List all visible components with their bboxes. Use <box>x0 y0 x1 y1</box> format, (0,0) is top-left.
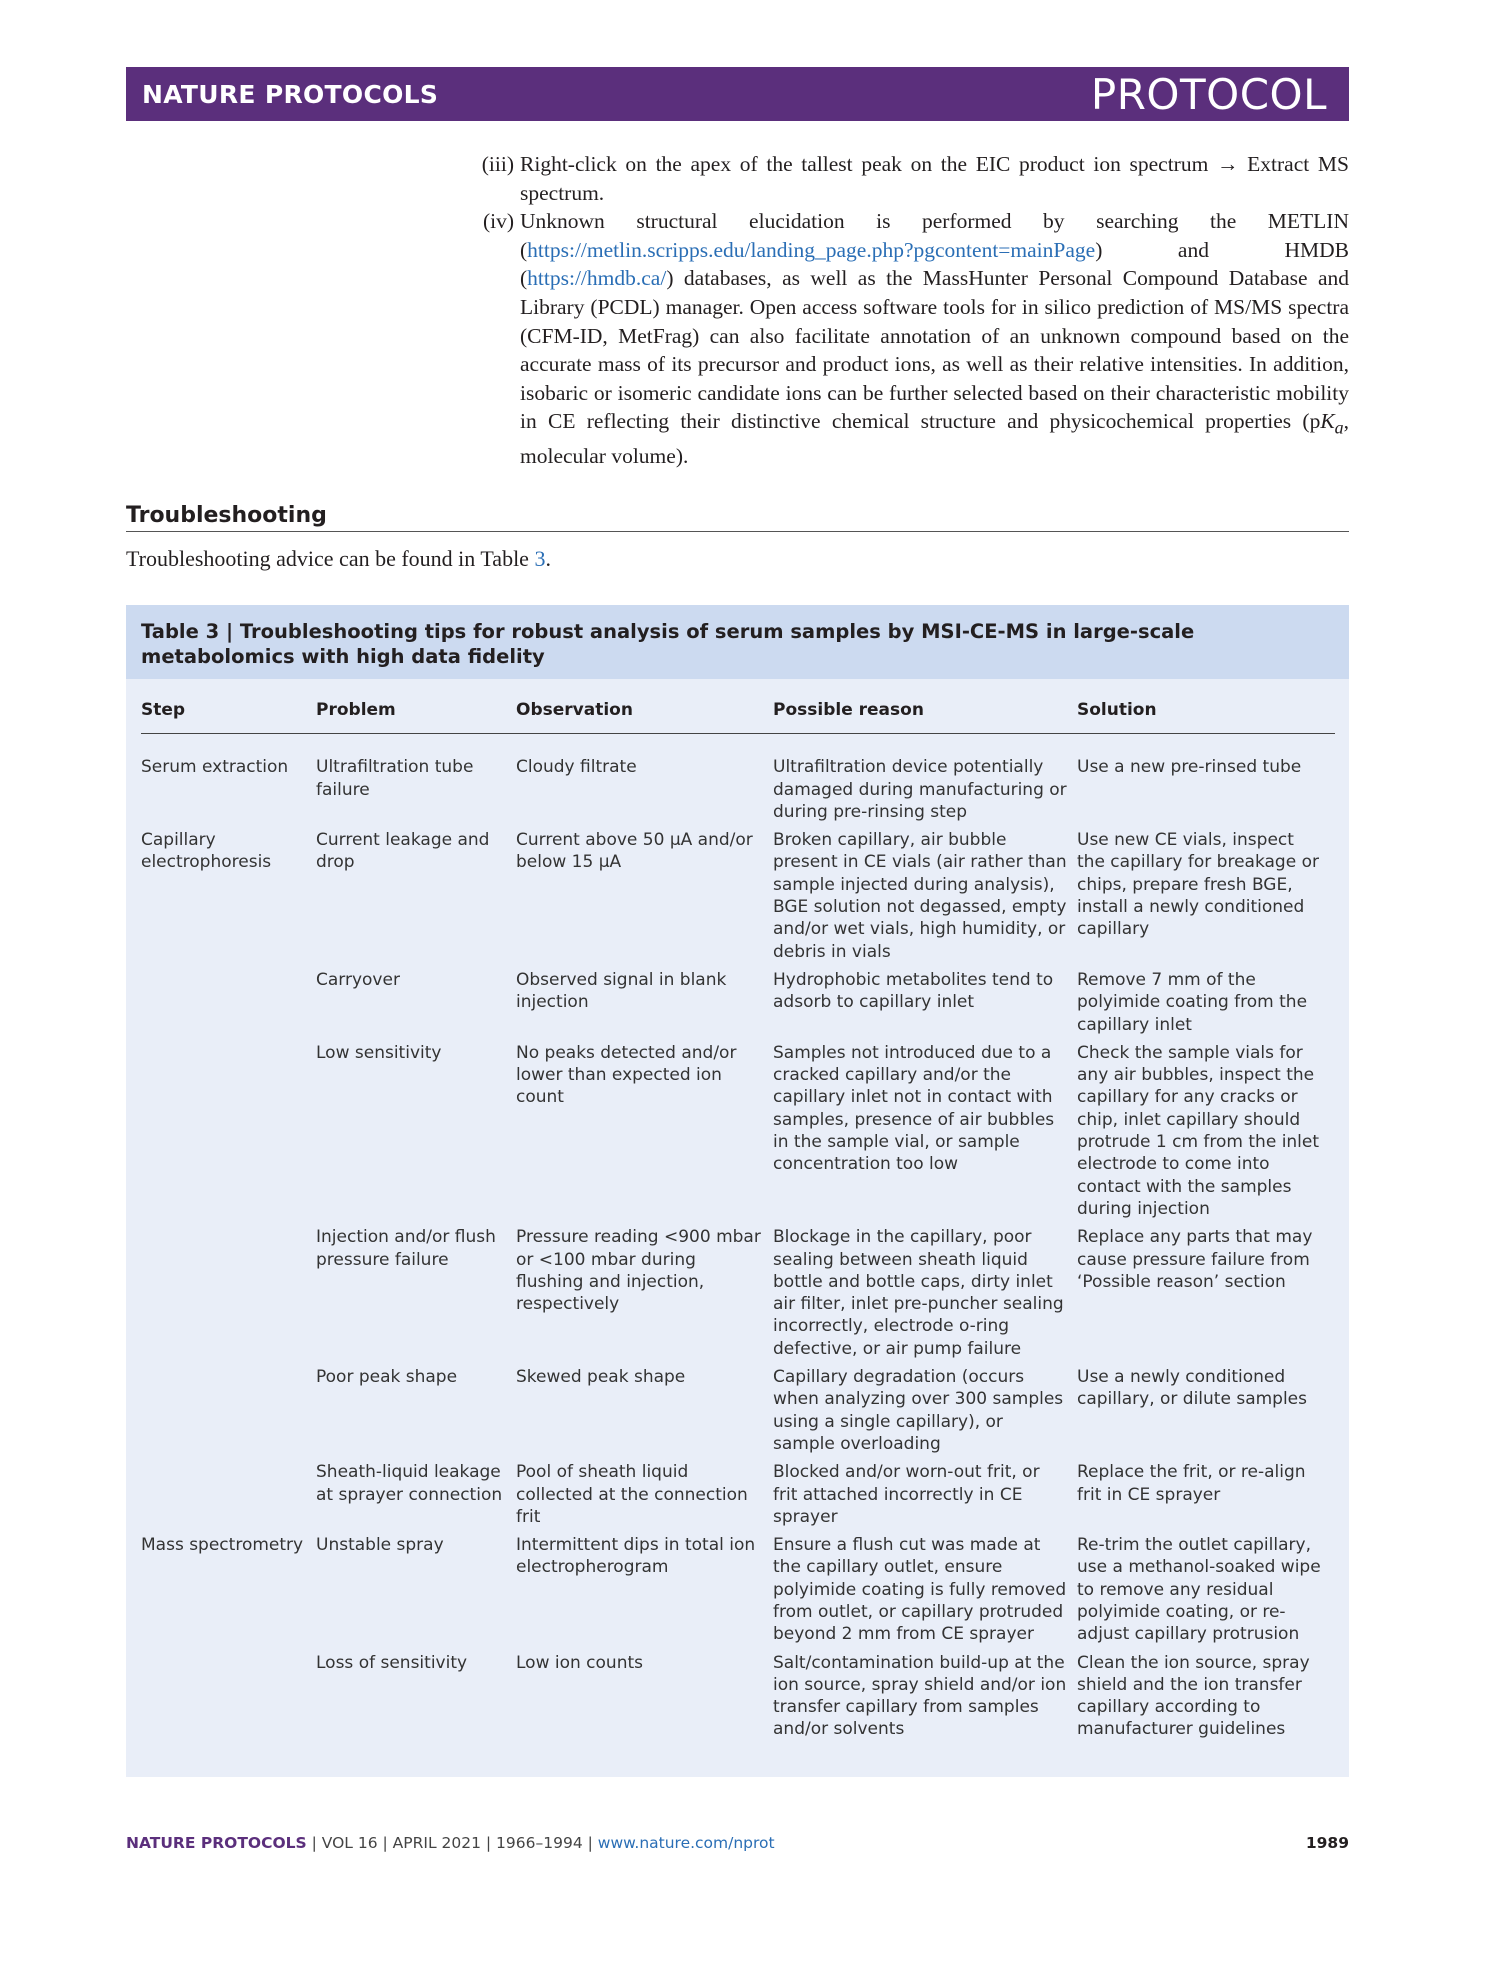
step-number: (iii) <box>481 152 514 176</box>
cell-solution: Replace any parts that may cause pressure failure from ‘Possible reason’ section <box>1077 1227 1313 1292</box>
hmdb-link[interactable]: https://hmdb.ca/ <box>527 266 667 291</box>
step-iv <box>466 207 1349 471</box>
cell-problem: Injection and/or flush pressure failure <box>316 1227 496 1270</box>
cell-possible-reason: Salt/contamination build-up at the ion source, spray shield and/or ion transfer capillary from samples and/or solvents <box>773 1652 1067 1740</box>
cell-observation: Skewed peak shape <box>516 1367 686 1388</box>
cell-possible-reason: Capillary degradation (occurs when analyzing over 300 samples using a single capillary), or sample overloading <box>773 1367 1064 1454</box>
footer-sep: | <box>582 1834 598 1852</box>
table-row <box>141 1461 1335 1534</box>
pka-subscript: a <box>1334 417 1344 438</box>
table-row <box>141 1226 1335 1366</box>
footer-sep: | <box>306 1834 322 1852</box>
step-text: ) and HMDB ( <box>520 237 1349 291</box>
cell-solution: Replace the frit, or re-align frit in CE sprayer <box>1077 1462 1306 1505</box>
cell-problem: Ultrafiltration tube failure <box>316 757 474 800</box>
cell-observation: Pool of sheath liquid collected at the connection frit <box>516 1462 748 1527</box>
cell-problem: Sheath-liquid leakage at sprayer connection <box>316 1462 503 1505</box>
intro-text: Troubleshooting advice can be found in Table <box>126 546 535 571</box>
table-row <box>141 829 1335 969</box>
cell-solution: Use a new pre-rinsed tube <box>1077 757 1302 778</box>
header-problem: Problem <box>316 691 516 734</box>
journal-name: NATURE PROTOCOLS <box>142 80 439 109</box>
cell-solution: Clean the ion source, spray shield and the ion transfer capillary according to manufacturer guidelines <box>1077 1652 1310 1740</box>
cell-possible-reason: Ensure a flush cut was made at the capillary outlet, ensure polyimide coating is fully removed from outlet, or capillary protruded beyond 2 mm from CE sprayer <box>773 1535 1067 1645</box>
footer-volume: VOL 16 <box>321 1834 378 1852</box>
cell-observation: Low ion counts <box>516 1652 644 1673</box>
step-text: Right-click on the apex of the tallest peak on the EIC product ion spectrum → Extract MS spectrum. <box>520 152 1349 205</box>
cell-problem: Unstable spray <box>316 1535 444 1556</box>
cell-solution: Remove 7 mm of the polyimide coating from the capillary inlet <box>1077 969 1308 1035</box>
cell-problem: Poor peak shape <box>316 1367 458 1388</box>
section-label: PROTOCOL <box>1090 70 1327 119</box>
header-possible-reason: Possible reason <box>773 691 1077 734</box>
footer-journal: NATURE PROTOCOLS <box>126 1834 307 1852</box>
cell-possible-reason: Ultrafiltration device potentially damaged during manufacturing or during pre-rinsing step <box>773 757 1067 822</box>
cell-step <box>141 1226 316 1366</box>
table-3-link[interactable]: 3 <box>534 546 546 571</box>
troubleshooting-intro <box>126 546 551 572</box>
step-text: ) databases, as well as the MassHunter Personal Compound Database and Library (PCDL) manager. Open access software tools for in silico prediction of MS/MS spectra (CFM-ID, MetFrag) can also facilitate annotation of an unknown compound based on the accurate mass of its precursor and product ions, as well as their relative intensities. In addition, isobaric or isomeric candidate ions can be further selected based on their characteristic mobility in CE reflecting their distinctive chemical structure and physicochemical properties (p <box>520 266 1349 434</box>
cell-possible-reason: Blockage in the capillary, poor sealing between sheath liquid bottle and bottle caps, dirty inlet air filter, inlet pre-puncher sealing incorrectly, electrode o-ring defective, or air pump failure <box>773 1227 1064 1359</box>
page-footer <box>126 1834 1349 1852</box>
cell-problem: Loss of sensitivity <box>316 1652 468 1673</box>
table-caption <box>126 605 1349 679</box>
table-label: Table 3 | <box>141 620 240 643</box>
cell-problem: Low sensitivity <box>316 1042 442 1063</box>
header-observation: Observation <box>516 691 773 734</box>
table-row <box>141 1366 1335 1461</box>
step-text: , molecular volume). <box>520 409 1349 469</box>
cell-observation: Intermittent dips in total ion electropherogram <box>516 1535 756 1578</box>
cell-solution: Check the sample vials for any air bubbles, inspect the capillary for any cracks or chip, inlet capillary should protrude 1 cm from the inlet electrode to come into contact with the samples during injection <box>1077 1042 1320 1219</box>
table-body <box>141 734 1335 1747</box>
table-row <box>141 969 1335 1042</box>
troubleshooting-table <box>141 691 1335 1747</box>
cell-observation: Cloudy filtrate <box>516 757 637 778</box>
table-row <box>141 1534 1335 1651</box>
intro-text-end: . <box>545 546 551 571</box>
step-text: Unknown structural elucidation is performed by searching the METLIN ( <box>520 209 1349 262</box>
cell-step <box>141 1042 316 1226</box>
cell-possible-reason: Broken capillary, air bubble present in CE vials (air rather than sample injected during analysis), BGE solution not degassed, empty and/or wet vials, high humidity, or debris in vials <box>773 830 1067 962</box>
footer-url[interactable]: www.nature.com/nprot <box>597 1834 775 1852</box>
table-caption-text: Troubleshooting tips for robust analysis of serum samples by MSI-CE-MS in large-scale metabolomics with high data fidelity <box>141 620 1195 668</box>
metlin-link[interactable]: https://metlin.scripps.edu/landing_page.php?pgcontent=mainPage <box>527 237 1096 262</box>
table-header-row <box>141 691 1335 734</box>
footer-sep: | <box>480 1834 497 1852</box>
cell-observation: Observed signal in blank injection <box>516 969 727 1013</box>
step-iii <box>466 150 1349 207</box>
troubleshooting-heading: Troubleshooting <box>126 503 1349 532</box>
cell-observation: No peaks detected and/or lower than expected ion count <box>516 1042 737 1108</box>
cell-step: Mass spectrometry <box>141 1535 304 1556</box>
page-number: 1989 <box>1305 1834 1349 1852</box>
cell-solution: Use new CE vials, inspect the capillary for breakage or chips, prepare fresh BGE, install a newly conditioned capillary <box>1077 830 1319 940</box>
cell-problem: Carryover <box>316 969 400 990</box>
header-solution: Solution <box>1077 691 1335 734</box>
cell-step: Capillary electrophoresis <box>141 830 272 873</box>
footer-pages: 1966–1994 <box>496 1834 583 1852</box>
step-number: (iv) <box>482 209 514 234</box>
cell-step <box>141 1366 316 1461</box>
footer-date: APRIL 2021 <box>392 1834 481 1852</box>
table-row <box>141 1042 1335 1226</box>
troubleshooting-table-box <box>126 605 1349 1777</box>
cell-possible-reason: Samples not introduced due to a cracked capillary and/or the capillary inlet not in contact with samples, presence of air bubbles in the sample vial, or sample concentration too low <box>773 1042 1055 1175</box>
cell-problem: Current leakage and drop <box>316 830 490 873</box>
pka-k: K <box>1320 409 1335 434</box>
header-step: Step <box>141 691 316 734</box>
cell-possible-reason: Blocked and/or worn-out frit, or frit attached incorrectly in CE sprayer <box>773 1462 1040 1527</box>
cell-step <box>141 1652 316 1747</box>
footer-sep: | <box>377 1834 393 1852</box>
cell-solution: Use a newly conditioned capillary, or dilute samples <box>1077 1367 1307 1410</box>
table-row <box>141 1652 1335 1747</box>
cell-observation: Pressure reading <900 mbar or <100 mbar during flushing and injection, respectively <box>516 1227 761 1315</box>
journal-header-bar <box>126 67 1349 121</box>
cell-step <box>141 1461 316 1534</box>
procedure-steps <box>466 150 1349 471</box>
table-row <box>141 734 1335 829</box>
cell-possible-reason: Hydrophobic metabolites tend to adsorb to capillary inlet <box>773 969 1054 1013</box>
cell-step: Serum extraction <box>141 757 289 778</box>
cell-observation: Current above 50 µA and/or below 15 µA <box>516 830 753 873</box>
cell-step <box>141 969 316 1042</box>
cell-solution: Re-trim the outlet capillary, use a methanol-soaked wipe to remove any residual polyimide coating, or re-adjust capillary protrusion <box>1077 1535 1321 1645</box>
